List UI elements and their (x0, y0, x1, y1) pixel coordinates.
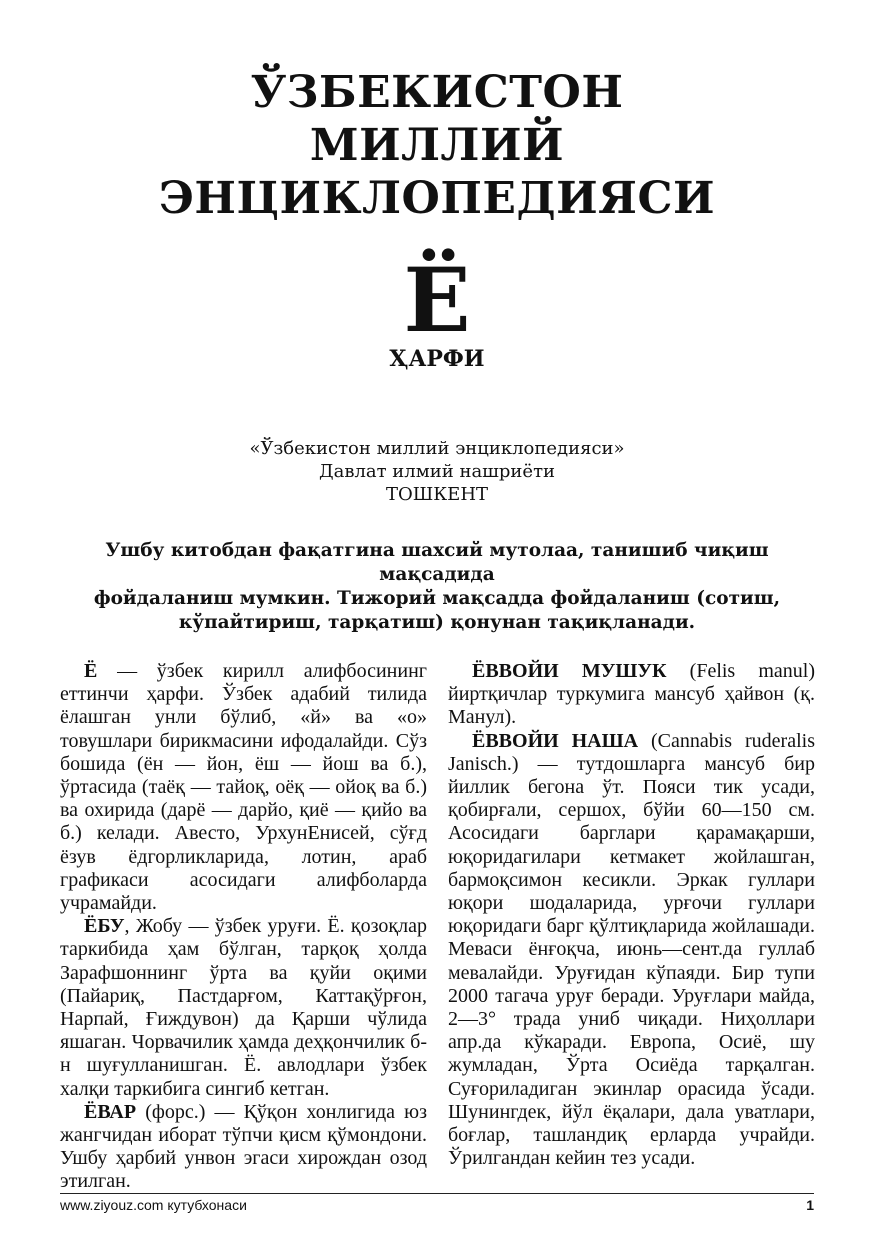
right-column (448, 660, 815, 1170)
entry-term: ЁВВОЙИ МУШУК (472, 660, 667, 682)
publisher-city: ТОШКЕНТ (385, 484, 489, 505)
title-line-2: МИЛЛИЙ (309, 120, 565, 171)
entry-text: (Cannabis ruderalis Janisch.) — тутдошларга мансуб бир йиллик бегона ўт. Пояси тик усади, қобирғали, сершох, бўйи 60—150 см. Асосидаги барглари қарамақарши, юқоридагилари кетмакет жойлашган, бармоқсимон кесикли. Эркак гуллари юқори шодаларида, урғочи гуллари юқоридаги барг қўлтиқларида жойлашади. Меваси ёнғоқча, июнь—сент.да гуллаб мевалайди. Уруғидан кўпаяди. Бир тупи 2000 тагача уруғ беради. Уруғлари майда, 2—3° трада униб чиқади. Ниҳоллари апр.да кўкаради. Европа, Осиё, шу жумладан, Ўрта Осиёда тарқалган. Суғориладиган экинлар орасида ўсади. Шунингдек, йўл ёқалари, дала уватлари, боғлар, ташландиқ ерларда учрайди. Ўрилгандан кейин тез усади. (448, 729, 815, 1170)
entry-text: , Жобу — ўзбек уруғи. Ё. қозоқлар таркибида ҳам бўлган, тарқоқ ҳолда Зарафшоннинг ўрта ва қуйи оқими (Пайариқ, Пастдарғом, Каттақўрғон, Нарпай, Ғиждувон) да Қарши чўлида яшаган. Чорвачилик ҳамда деҳқончилик б-н шуғулланишган. Ё. авлодлари ўзбек халқи таркибига сингиб кетган. (60, 915, 427, 1100)
entry-text: (Felis manul) йиртқичлар туркумига мансуб ҳайвон (қ. Манул). (448, 660, 815, 729)
entry-text: (форс.) — Қўқон хонлигида юз жангчидан иборат тўпчи қисм қўмондони. Ушбу ҳарбий унвон эгаси хирождан озод этилган. (60, 1100, 427, 1193)
publisher-block (0, 437, 874, 506)
entry-text: — ўзбек кирилл алифбосининг еттинчи ҳарфи. Ўзбек адабий тилида ёлашган унли бўлиб, «й» ва «о» товушлари бирикмасини ифодалайди. Сўз бошида (ён — йон, ёш — йош ва б.), ўртасида (таёқ — тайоқ, оёқ — ойоқ ва б.) ва охирида (дарё — дарйо, қиё — қийо ва б.) келади. Авесто, УрхунЕнисей, сўғд ёзув ёдгорликларида, лотин, араб графикаси асосидаги алифболарда учрамайди. (60, 660, 427, 915)
left-column (60, 660, 427, 1194)
entry-yo (60, 660, 427, 915)
title-line-1: ЎЗБЕКИСТОН (250, 67, 624, 118)
entry-term: Ё (84, 660, 98, 682)
notice-line-3: кўпайтириш, тарқатиш) қонунан тақиқланади. (178, 612, 696, 633)
entry-term: ЁВВОЙИ НАША (472, 729, 639, 752)
entry-term: ЁБУ (84, 915, 125, 938)
notice-line-2: фойдаланиш мумкин. Тижорий мақсадда фойдаланиш (сотиш, (93, 588, 781, 609)
entry-wild-hemp (448, 730, 815, 1171)
page-title (0, 66, 874, 225)
entry-yobu (60, 915, 427, 1101)
publisher-type: Давлат илмий нашриёти (318, 461, 556, 482)
section-letter-label: ҲАРФИ (389, 346, 485, 372)
section-letter: Ё (403, 248, 471, 352)
footer-source: www.ziyouz.com кутубхонаси (60, 1197, 247, 1213)
entry-yovar (60, 1101, 427, 1194)
publisher-name: «Ўзбекистон миллий энциклопедияси» (249, 438, 625, 459)
entry-term: ЁВАР (84, 1100, 137, 1123)
footer-divider (60, 1193, 814, 1194)
page-number: 1 (806, 1197, 814, 1213)
usage-notice (60, 539, 814, 635)
entry-wild-cat (448, 660, 815, 730)
notice-line-1: Ушбу китобдан фақатгина шахсий мутолаа, танишиб чиқиш мақсадида (105, 540, 769, 585)
title-line-3: ЭНЦИКЛОПЕДИЯСИ (158, 173, 716, 224)
